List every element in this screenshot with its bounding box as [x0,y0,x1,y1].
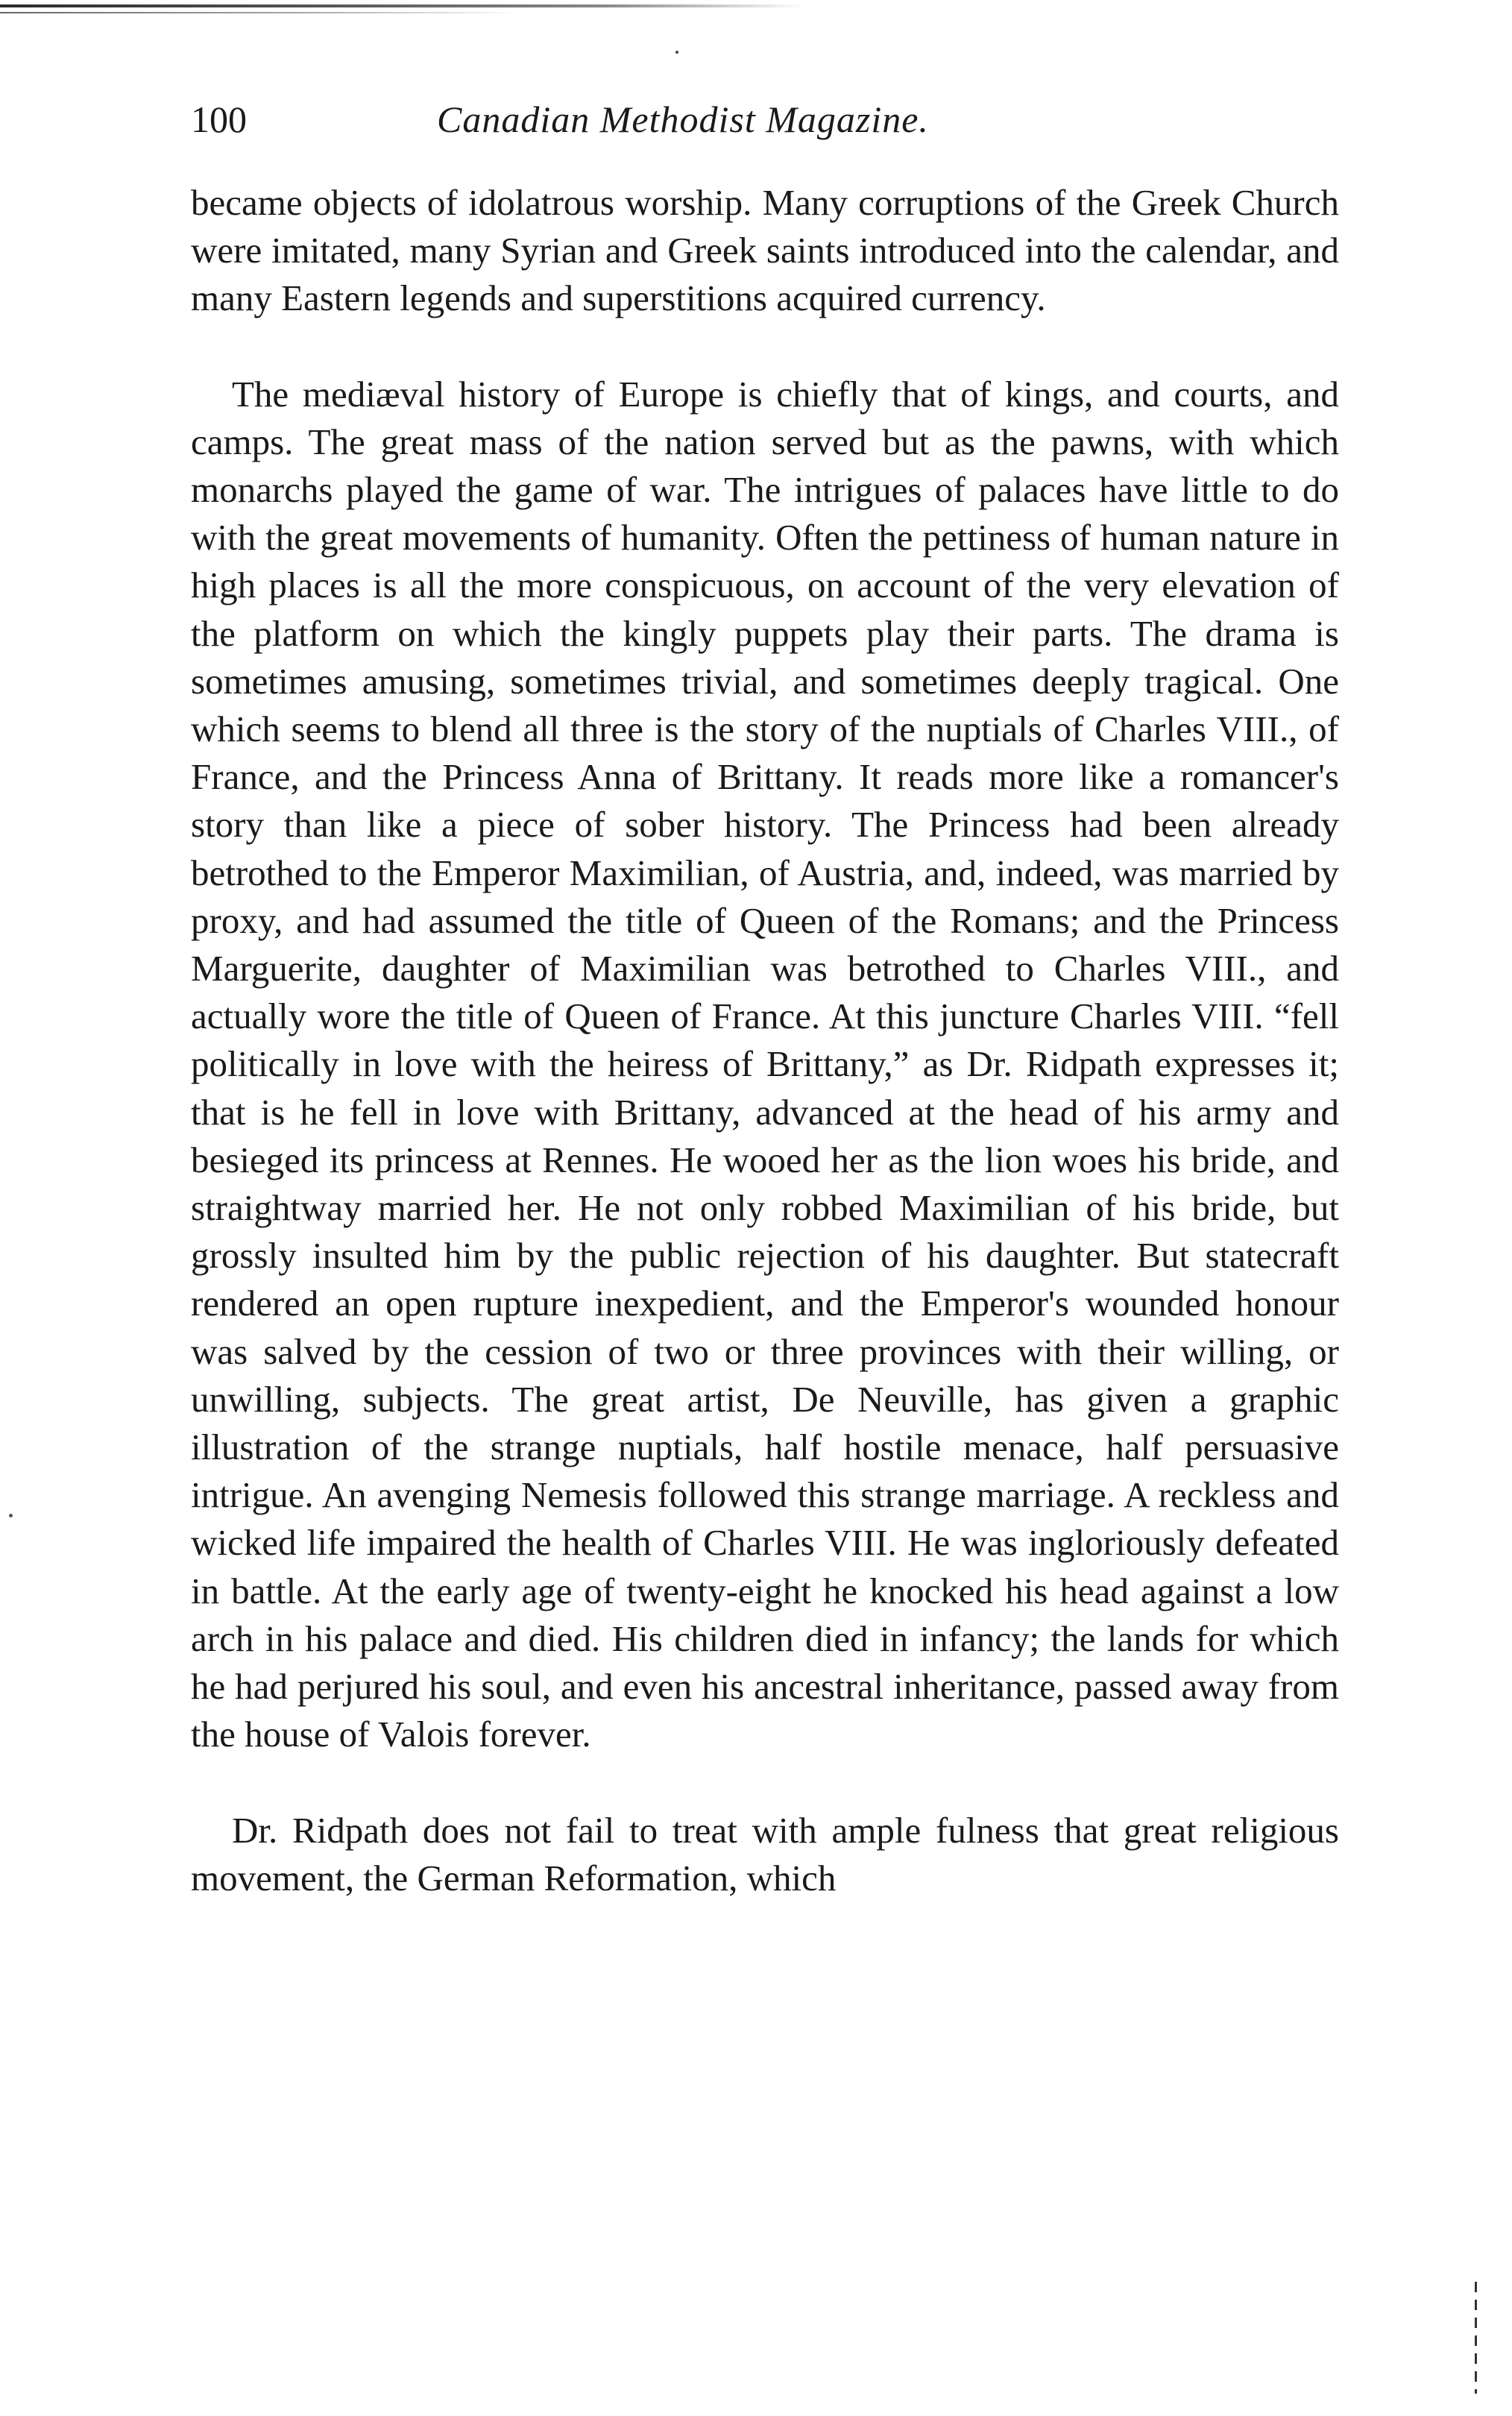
margin-speck [9,1514,13,1517]
scan-edge-rule [0,4,805,7]
paragraph-continuation: became objects of idolatrous worship. Many corruptions of the Greek Church were imitated, many Syrian and Greek saints introduced into the calendar, and many Eastern legends and superstitions acquired currency. [191,182,1339,319]
running-title: Canadian Methodist Magazine. [437,98,929,140]
print-speck [675,51,678,54]
article-body [191,179,1339,1902]
page-edge-mark [1475,2282,1477,2394]
running-header [191,89,1339,149]
paragraph-reformation: Dr. Ridpath does not fail to treat with ample fulness that great religious movement, the German Reformation, which [191,1809,1339,1898]
page-number: 100 [191,98,247,140]
paragraph-medieval-history: The mediæval history of Europe is chiefly that of kings, and courts, and camps. The great mass of the nation served but as the pawns, with which monarchs played the game of war. The intrigues of palaces have little to do with the great movements of humanity. Often the pettiness of human nature in high places is all the more conspicuous, on account of the very elevation of the platform on which the kingly puppets play their parts. The drama is sometimes amusing, sometimes trivial, and sometimes deeply tragical. One which seems to blend all three is the story of the nuptials of Charles VIII., of France, and the Princess Anna of Brittany. It reads more like a romancer's story than like a piece of sober history. The Princess had been already betrothed to the Emperor Maximilian, of Austria, and, indeed, was married by proxy, and had assumed the title of Queen of the Romans; and the Princess Marguerite, daughter of Maximilian was betrothed to Charles VIII., and actually wore the title of Queen of France. At this juncture Charles VIII. “fell politically in love with the heiress of Brittany,” as Dr. Ridpath expresses it; that is he fell in love with Brittany, advanced at the head of his army and besieged its princess at Rennes. He wooed her as the lion woes his bride, and straightway married her. He not only robbed Maximilian of his bride, but grossly insulted him by the public rejection of his daughter. But statecraft rendered an open rupture inexpedient, and the Emperor's wounded honour was salved by the cession of two or three provinces with their willing, or unwilling, subjects. The great artist, De Neuville, has given a graphic illustration of the strange nuptials, half hostile menace, half persuasive intrigue. An avenging Nemesis followed this strange marriage. A reckless and wicked life impaired the health of Charles VIII. He was ingloriously defeated in battle. At the early age of twenty-eight he knocked his head against a low arch in his palace and died. His children died in infancy; the lands for which he had perjured his soul, and even his ancestral inheritance, passed away from the house of Valois forever. [191,373,1339,1755]
scan-edge-rule-secondary [0,12,522,13]
